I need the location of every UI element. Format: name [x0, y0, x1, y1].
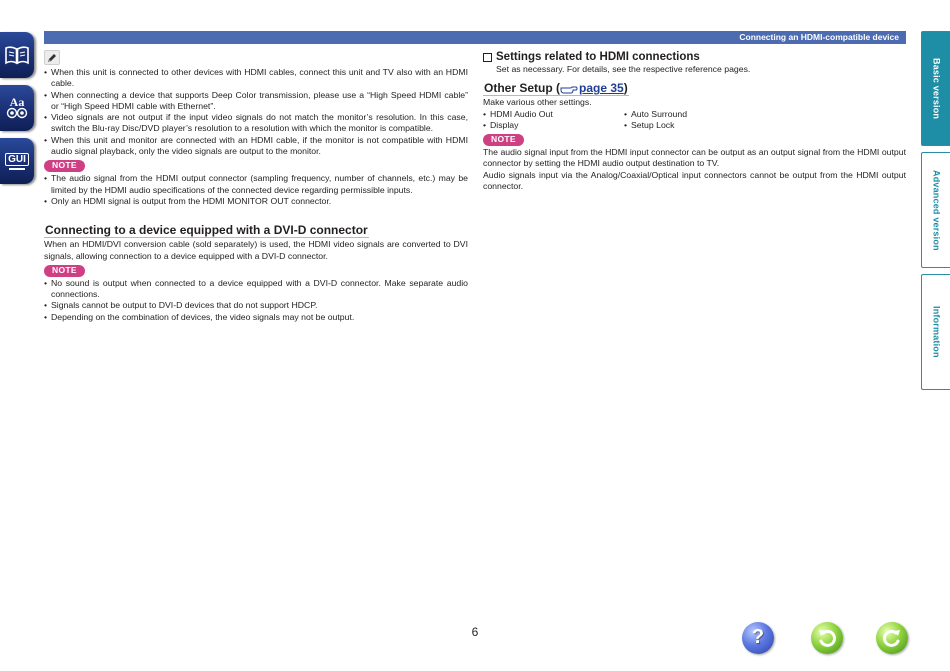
note-badge: NOTE — [44, 265, 85, 277]
list-item: • No sound is output when connected to a device equipped with a DVI-D connector. Make separate audio connections. — [44, 278, 468, 301]
list-item: • Video signals are not output if the input video signals do not match the monitor’s resolution. In this case, switch the Blu-ray Disc/DVD player’s resolution to a resolution with which the monitor is compatible. — [44, 112, 468, 135]
left-column — [44, 50, 468, 323]
glossary-button[interactable] — [0, 85, 34, 131]
back-arrow-icon — [816, 627, 838, 649]
book-icon — [4, 44, 30, 66]
page-title: Connecting an HDMI-compatible device — [739, 32, 899, 42]
other-setup-items — [483, 109, 906, 132]
gui-icon: GUI — [5, 153, 29, 170]
note-badge: NOTE — [483, 134, 524, 146]
note-list — [44, 278, 468, 323]
page-number: 6 — [471, 625, 479, 639]
glossary-icon: Aa — [6, 97, 28, 119]
dvi-description: When an HDMI/DVI conversion cable (sold separately) is used, the HDMI video signals are converted to DVI signals, allowing connection to a device equipped with a DVI-D connector. — [44, 239, 468, 261]
tab-information[interactable]: Information — [921, 274, 950, 390]
list-item: • Setup Lock — [624, 120, 765, 131]
gui-button[interactable] — [0, 138, 34, 184]
checkbox-icon — [483, 53, 492, 62]
forward-button[interactable] — [876, 622, 908, 654]
note-text: Audio signals input via the Analog/Coaxial/Optical input connectors cannot be output from the HDMI output connector. — [483, 169, 906, 192]
list-item: • HDMI Audio Out — [483, 109, 624, 120]
list-item: • When this unit and monitor are connected with an HDMI cable, if the monitor is not compatible with HDMI audio signal playback, only the video signals are output to the monitor. — [44, 135, 468, 158]
memo-list — [44, 67, 468, 157]
other-setup-description: Make various other settings. — [483, 97, 592, 108]
memo-pencil-icon — [44, 50, 60, 65]
dvi-section-heading: Connecting to a device equipped with a DVI-D connector — [45, 223, 368, 238]
list-item: • Auto Surround — [624, 109, 765, 120]
back-button[interactable] — [811, 622, 843, 654]
speaker-icon — [6, 107, 28, 119]
note-list — [44, 173, 468, 207]
settings-description: Set as necessary. For details, see the respective reference pages. — [496, 64, 751, 74]
question-mark-icon: ? — [751, 626, 765, 649]
right-column — [483, 50, 906, 192]
list-item: • When connecting a device that supports Deep Color transmission, please use a “High Speed HDMI cable” or “High Speed HDMI cable with Ethernet”. — [44, 90, 468, 113]
list-item: • Signals cannot be output to DVI-D devices that do not support HDCP. — [44, 300, 468, 311]
help-button[interactable] — [742, 622, 774, 654]
other-setup-heading: Other Setup ( page 35) — [484, 81, 628, 96]
list-item: • Depending on the combination of devices, the video signals may not be output. — [44, 312, 468, 323]
tab-advanced-version[interactable]: Advanced version — [921, 152, 950, 268]
contents-book-button[interactable] — [0, 32, 34, 78]
list-item: • The audio signal from the HDMI output connector (sampling frequency, number of channels, etc.) may be limited by the HDMI audio specifications of the connected device regarding permissible inputs. — [44, 173, 468, 196]
page-35-link[interactable]: page 35 — [560, 81, 624, 95]
forward-arrow-icon — [881, 627, 903, 649]
list-item: • When this unit is connected to other devices with HDMI cables, connect this unit and TV also with an HDMI cable. — [44, 67, 468, 90]
settings-heading: Settings related to HDMI connections — [483, 50, 906, 64]
list-item: • Display — [483, 120, 624, 131]
header-bar — [44, 31, 906, 44]
note-badge: NOTE — [44, 160, 85, 172]
note-text: The audio signal input from the HDMI input connector can be output as an output signal from the HDMI output connector by setting the HDMI audio output destination to TV. — [483, 147, 906, 169]
pointing-hand-icon — [560, 84, 578, 94]
tab-basic-version[interactable]: Basic version — [921, 31, 950, 146]
list-item: • Only an HDMI signal is output from the HDMI MONITOR OUT connector. — [44, 196, 468, 207]
